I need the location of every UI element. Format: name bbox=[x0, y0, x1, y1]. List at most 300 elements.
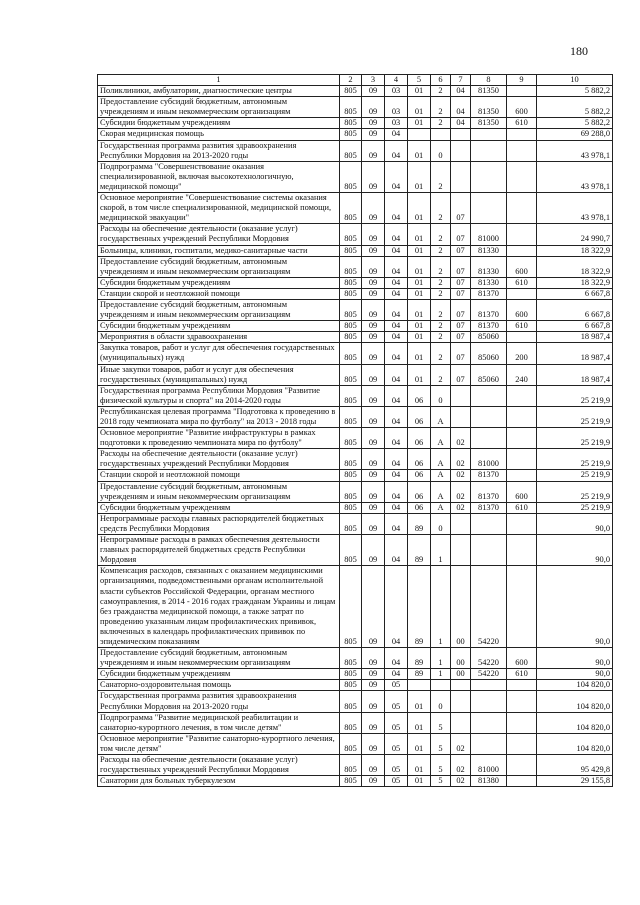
cell-subsection: 09 bbox=[362, 648, 385, 669]
cell-subsection: 09 bbox=[362, 277, 385, 288]
cell-direction bbox=[451, 385, 471, 406]
cell-expense-code bbox=[471, 691, 507, 712]
cell-name: Основное мероприятие "Развитие санаторно-курортного лечения, том числе детям" bbox=[98, 733, 340, 754]
cell-activity: А bbox=[431, 406, 451, 427]
cell-expense-type: 610 bbox=[507, 321, 537, 332]
cell-subprogram: 01 bbox=[408, 321, 431, 332]
cell-expense-type: 610 bbox=[507, 669, 537, 680]
cell-program: 04 bbox=[385, 129, 408, 140]
table-row bbox=[98, 256, 613, 277]
cell-program: 04 bbox=[385, 669, 408, 680]
cell-amount: 25 219,9 bbox=[537, 481, 613, 502]
cell-expense-code: 81370 bbox=[471, 481, 507, 502]
cell-expense-code: 85060 bbox=[471, 364, 507, 385]
cell-subsection: 09 bbox=[362, 118, 385, 129]
cell-subprogram: 01 bbox=[408, 277, 431, 288]
table-row bbox=[98, 321, 613, 332]
cell-section: 805 bbox=[340, 755, 362, 776]
cell-expense-code: 81330 bbox=[471, 277, 507, 288]
cell-name: Субсидии бюджетным учреждениям bbox=[98, 277, 340, 288]
cell-subsection: 09 bbox=[362, 288, 385, 299]
cell-amount: 29 155,8 bbox=[537, 776, 613, 787]
cell-expense-type bbox=[507, 406, 537, 427]
cell-name: Расходы на обеспечение деятельности (оказание услуг) государственных учреждений Республики Мордовия bbox=[98, 224, 340, 245]
cell-amount: 90,0 bbox=[537, 535, 613, 566]
cell-direction: 02 bbox=[451, 733, 471, 754]
cell-direction bbox=[451, 406, 471, 427]
cell-subsection: 09 bbox=[362, 712, 385, 733]
cell-program: 05 bbox=[385, 691, 408, 712]
cell-expense-type bbox=[507, 224, 537, 245]
cell-amount: 5 882,2 bbox=[537, 97, 613, 118]
cell-section: 805 bbox=[340, 193, 362, 224]
cell-direction: 07 bbox=[451, 343, 471, 364]
table-row bbox=[98, 691, 613, 712]
cell-name: Подпрограмма "Совершенствование оказания специализированной, включая высокотехнологичную, медицинской помощи" bbox=[98, 161, 340, 192]
cell-activity: 0 bbox=[431, 691, 451, 712]
cell-amount: 104 820,0 bbox=[537, 733, 613, 754]
cell-section: 805 bbox=[340, 277, 362, 288]
cell-amount: 104 820,0 bbox=[537, 680, 613, 691]
cell-amount: 24 990,7 bbox=[537, 224, 613, 245]
cell-direction: 04 bbox=[451, 86, 471, 97]
cell-amount: 18 322,9 bbox=[537, 245, 613, 256]
header-cell-2: 2 bbox=[340, 75, 362, 86]
cell-name: Государственная программа развития здравоохранения Республики Мордовия на 2013-2020 годы bbox=[98, 140, 340, 161]
cell-direction: 04 bbox=[451, 118, 471, 129]
cell-direction: 07 bbox=[451, 256, 471, 277]
cell-program: 04 bbox=[385, 513, 408, 534]
cell-program: 04 bbox=[385, 449, 408, 470]
cell-direction bbox=[451, 680, 471, 691]
cell-activity: 2 bbox=[431, 86, 451, 97]
cell-name: Поликлиники, амбулатории, диагностические центры bbox=[98, 86, 340, 97]
cell-activity bbox=[431, 129, 451, 140]
cell-section: 805 bbox=[340, 680, 362, 691]
cell-direction: 07 bbox=[451, 288, 471, 299]
table-row bbox=[98, 332, 613, 343]
cell-subsection: 09 bbox=[362, 406, 385, 427]
cell-subsection: 09 bbox=[362, 299, 385, 320]
cell-expense-type bbox=[507, 245, 537, 256]
cell-direction bbox=[451, 691, 471, 712]
cell-activity: 2 bbox=[431, 321, 451, 332]
cell-section: 805 bbox=[340, 343, 362, 364]
cell-amount: 69 288,0 bbox=[537, 129, 613, 140]
cell-section: 805 bbox=[340, 712, 362, 733]
cell-expense-code: 81370 bbox=[471, 470, 507, 481]
cell-program: 04 bbox=[385, 566, 408, 648]
cell-subprogram: 06 bbox=[408, 470, 431, 481]
cell-expense-code bbox=[471, 406, 507, 427]
header-cell-1: 1 bbox=[98, 75, 340, 86]
cell-activity: А bbox=[431, 502, 451, 513]
cell-program: 05 bbox=[385, 733, 408, 754]
cell-section: 805 bbox=[340, 86, 362, 97]
cell-program: 03 bbox=[385, 86, 408, 97]
cell-direction: 00 bbox=[451, 648, 471, 669]
cell-expense-type bbox=[507, 776, 537, 787]
cell-program: 04 bbox=[385, 332, 408, 343]
cell-subprogram: 01 bbox=[408, 691, 431, 712]
table-row bbox=[98, 481, 613, 502]
cell-program: 04 bbox=[385, 535, 408, 566]
cell-expense-type: 600 bbox=[507, 648, 537, 669]
cell-expense-type bbox=[507, 712, 537, 733]
cell-activity: 1 bbox=[431, 648, 451, 669]
cell-subsection: 09 bbox=[362, 755, 385, 776]
cell-expense-code: 81000 bbox=[471, 755, 507, 776]
cell-name: Закупка товаров, работ и услуг для обеспечения государственных (муниципальных) нужд bbox=[98, 343, 340, 364]
cell-expense-code bbox=[471, 535, 507, 566]
cell-name: Непрограммные расходы в рамках обеспечения деятельности главных распорядителей бюджетных средств Республики Мордовия bbox=[98, 535, 340, 566]
header-cell-7: 7 bbox=[451, 75, 471, 86]
cell-expense-code: 54220 bbox=[471, 566, 507, 648]
cell-program: 04 bbox=[385, 224, 408, 245]
cell-name: Государственная программа развития здравоохранения Республики Мордовия на 2013-2020 годы bbox=[98, 691, 340, 712]
cell-expense-type bbox=[507, 161, 537, 192]
cell-subprogram: 89 bbox=[408, 513, 431, 534]
cell-direction: 02 bbox=[451, 481, 471, 502]
cell-direction: 00 bbox=[451, 669, 471, 680]
table-row bbox=[98, 245, 613, 256]
cell-subsection: 09 bbox=[362, 428, 385, 449]
cell-activity: 2 bbox=[431, 245, 451, 256]
table-row bbox=[98, 712, 613, 733]
cell-expense-type: 600 bbox=[507, 97, 537, 118]
cell-name: Основное мероприятие "Совершенствование системы оказания скорой, в том числе специализированной, медицинской помощи, медицинской эвакуации" bbox=[98, 193, 340, 224]
cell-expense-code bbox=[471, 680, 507, 691]
cell-subsection: 09 bbox=[362, 343, 385, 364]
cell-direction bbox=[451, 140, 471, 161]
cell-expense-code bbox=[471, 385, 507, 406]
cell-section: 805 bbox=[340, 648, 362, 669]
cell-amount: 18 987,4 bbox=[537, 332, 613, 343]
header-cell-3: 3 bbox=[362, 75, 385, 86]
cell-program: 04 bbox=[385, 385, 408, 406]
cell-direction bbox=[451, 161, 471, 192]
cell-section: 805 bbox=[340, 481, 362, 502]
cell-program: 04 bbox=[385, 193, 408, 224]
cell-direction: 04 bbox=[451, 97, 471, 118]
cell-amount: 104 820,0 bbox=[537, 712, 613, 733]
cell-amount: 43 978,1 bbox=[537, 140, 613, 161]
cell-amount: 25 219,9 bbox=[537, 470, 613, 481]
cell-section: 805 bbox=[340, 385, 362, 406]
cell-section: 805 bbox=[340, 470, 362, 481]
cell-program: 03 bbox=[385, 97, 408, 118]
cell-program: 05 bbox=[385, 755, 408, 776]
cell-direction bbox=[451, 535, 471, 566]
cell-name: Станции скорой и неотложной помощи bbox=[98, 470, 340, 481]
cell-expense-type bbox=[507, 428, 537, 449]
table-row bbox=[98, 535, 613, 566]
cell-program: 04 bbox=[385, 161, 408, 192]
table-row bbox=[98, 224, 613, 245]
cell-program: 04 bbox=[385, 277, 408, 288]
header-cell-9: 9 bbox=[507, 75, 537, 86]
cell-section: 805 bbox=[340, 776, 362, 787]
table-row bbox=[98, 648, 613, 669]
cell-expense-code bbox=[471, 161, 507, 192]
cell-expense-type bbox=[507, 513, 537, 534]
cell-expense-type bbox=[507, 680, 537, 691]
cell-activity: 2 bbox=[431, 343, 451, 364]
cell-subprogram: 01 bbox=[408, 288, 431, 299]
cell-amount: 6 667,8 bbox=[537, 299, 613, 320]
cell-program: 04 bbox=[385, 256, 408, 277]
cell-amount: 43 978,1 bbox=[537, 193, 613, 224]
cell-expense-code: 81330 bbox=[471, 256, 507, 277]
cell-subsection: 09 bbox=[362, 733, 385, 754]
cell-expense-type: 610 bbox=[507, 118, 537, 129]
table-row bbox=[98, 385, 613, 406]
cell-expense-code: 81380 bbox=[471, 776, 507, 787]
cell-section: 805 bbox=[340, 288, 362, 299]
cell-subprogram: 01 bbox=[408, 332, 431, 343]
cell-amount: 25 219,9 bbox=[537, 406, 613, 427]
cell-subprogram: 01 bbox=[408, 755, 431, 776]
cell-subprogram: 06 bbox=[408, 449, 431, 470]
cell-subprogram: 01 bbox=[408, 343, 431, 364]
table-row bbox=[98, 680, 613, 691]
cell-section: 805 bbox=[340, 245, 362, 256]
cell-amount: 104 820,0 bbox=[537, 691, 613, 712]
cell-direction bbox=[451, 712, 471, 733]
cell-name: Субсидии бюджетным учреждениям bbox=[98, 502, 340, 513]
cell-name: Основное мероприятие "Развитие инфраструктуры в рамках подготовки к проведению чемпионата мира по футболу" bbox=[98, 428, 340, 449]
cell-amount: 5 882,2 bbox=[537, 118, 613, 129]
cell-expense-type: 610 bbox=[507, 277, 537, 288]
cell-subsection: 09 bbox=[362, 385, 385, 406]
cell-name: Предоставление субсидий бюджетным, автономным учреждениям и иным некоммерческим организациям bbox=[98, 299, 340, 320]
cell-amount: 43 978,1 bbox=[537, 161, 613, 192]
cell-name: Предоставление субсидий бюджетным, автономным учреждениям и иным некоммерческим организациям bbox=[98, 97, 340, 118]
cell-name: Иные закупки товаров, работ и услуг для обеспечения государственных (муниципальных) нужд bbox=[98, 364, 340, 385]
cell-subsection: 09 bbox=[362, 321, 385, 332]
table-row bbox=[98, 129, 613, 140]
table-row bbox=[98, 161, 613, 192]
cell-expense-type: 600 bbox=[507, 256, 537, 277]
cell-activity: 5 bbox=[431, 755, 451, 776]
cell-activity: 2 bbox=[431, 193, 451, 224]
cell-program: 05 bbox=[385, 680, 408, 691]
cell-subprogram: 01 bbox=[408, 86, 431, 97]
cell-subprogram: 06 bbox=[408, 428, 431, 449]
cell-activity: А bbox=[431, 428, 451, 449]
cell-name: Субсидии бюджетным учреждениям bbox=[98, 669, 340, 680]
cell-expense-type bbox=[507, 288, 537, 299]
cell-subsection: 09 bbox=[362, 129, 385, 140]
cell-subsection: 09 bbox=[362, 364, 385, 385]
cell-section: 805 bbox=[340, 299, 362, 320]
cell-section: 805 bbox=[340, 129, 362, 140]
cell-name: Непрограммные расходы главных распорядителей бюджетных средств Республики Мордовия bbox=[98, 513, 340, 534]
cell-direction bbox=[451, 513, 471, 534]
cell-direction: 07 bbox=[451, 321, 471, 332]
cell-section: 805 bbox=[340, 406, 362, 427]
header-cell-10: 10 bbox=[537, 75, 613, 86]
cell-subsection: 09 bbox=[362, 256, 385, 277]
cell-subsection: 09 bbox=[362, 535, 385, 566]
cell-program: 04 bbox=[385, 502, 408, 513]
cell-subsection: 09 bbox=[362, 776, 385, 787]
cell-subprogram: 01 bbox=[408, 97, 431, 118]
cell-expense-type bbox=[507, 535, 537, 566]
cell-expense-code bbox=[471, 712, 507, 733]
cell-program: 04 bbox=[385, 140, 408, 161]
cell-subprogram: 01 bbox=[408, 733, 431, 754]
cell-expense-type: 600 bbox=[507, 481, 537, 502]
table-row bbox=[98, 299, 613, 320]
cell-section: 805 bbox=[340, 321, 362, 332]
cell-name: Субсидии бюджетным учреждениям bbox=[98, 321, 340, 332]
cell-expense-code: 81370 bbox=[471, 299, 507, 320]
cell-program: 04 bbox=[385, 428, 408, 449]
table-row bbox=[98, 86, 613, 97]
cell-expense-code bbox=[471, 513, 507, 534]
cell-subprogram: 06 bbox=[408, 481, 431, 502]
cell-expense-type bbox=[507, 566, 537, 648]
cell-subsection: 09 bbox=[362, 224, 385, 245]
cell-name: Компенсация расходов, связанных с оказанием медицинскими организациями, подведомственными органам исполнительной власти субъектов Российской Федерации, органам местного самоуправления, в 2014 - 2016 годах гражданам Украины и лицам без гражданства медицинской помощи, а также затрат по проведению указанным лицам профилактических прививок, включенных в календарь профилактических прививок по эпидемическим показаниям bbox=[98, 566, 340, 648]
table-row bbox=[98, 364, 613, 385]
cell-activity: 2 bbox=[431, 224, 451, 245]
cell-subprogram: 06 bbox=[408, 502, 431, 513]
cell-amount: 6 667,8 bbox=[537, 288, 613, 299]
cell-subsection: 09 bbox=[362, 680, 385, 691]
cell-subsection: 09 bbox=[362, 332, 385, 343]
cell-name: Санаторно-оздоровительная помощь bbox=[98, 680, 340, 691]
cell-program: 04 bbox=[385, 406, 408, 427]
cell-activity: 1 bbox=[431, 669, 451, 680]
cell-expense-type bbox=[507, 691, 537, 712]
table-row bbox=[98, 566, 613, 648]
cell-section: 805 bbox=[340, 733, 362, 754]
cell-program: 04 bbox=[385, 364, 408, 385]
cell-subsection: 09 bbox=[362, 161, 385, 192]
cell-subprogram bbox=[408, 129, 431, 140]
cell-activity: 2 bbox=[431, 299, 451, 320]
cell-name: Больницы, клиники, госпитали, медико-санитарные части bbox=[98, 245, 340, 256]
cell-name: Станции скорой и неотложной помощи bbox=[98, 288, 340, 299]
cell-program: 04 bbox=[385, 648, 408, 669]
cell-subprogram: 01 bbox=[408, 245, 431, 256]
cell-expense-type: 600 bbox=[507, 299, 537, 320]
cell-direction: 07 bbox=[451, 193, 471, 224]
cell-subprogram: 01 bbox=[408, 256, 431, 277]
cell-amount: 90,0 bbox=[537, 669, 613, 680]
cell-activity: 2 bbox=[431, 97, 451, 118]
cell-subprogram: 01 bbox=[408, 140, 431, 161]
cell-activity: 2 bbox=[431, 277, 451, 288]
cell-activity: А bbox=[431, 470, 451, 481]
cell-subprogram: 01 bbox=[408, 364, 431, 385]
cell-activity: А bbox=[431, 449, 451, 470]
cell-name: Мероприятия в области здравоохранения bbox=[98, 332, 340, 343]
table-row bbox=[98, 97, 613, 118]
cell-subprogram: 89 bbox=[408, 669, 431, 680]
cell-amount: 18 322,9 bbox=[537, 277, 613, 288]
cell-activity: 1 bbox=[431, 535, 451, 566]
cell-direction: 02 bbox=[451, 470, 471, 481]
cell-subprogram bbox=[408, 680, 431, 691]
table-row bbox=[98, 118, 613, 129]
cell-direction bbox=[451, 129, 471, 140]
cell-activity: 2 bbox=[431, 332, 451, 343]
cell-activity: 2 bbox=[431, 118, 451, 129]
cell-section: 805 bbox=[340, 118, 362, 129]
cell-amount: 18 987,4 bbox=[537, 364, 613, 385]
cell-expense-code bbox=[471, 140, 507, 161]
cell-subprogram: 01 bbox=[408, 776, 431, 787]
cell-subprogram: 01 bbox=[408, 161, 431, 192]
cell-amount: 25 219,9 bbox=[537, 385, 613, 406]
cell-section: 805 bbox=[340, 256, 362, 277]
cell-expense-code: 81000 bbox=[471, 224, 507, 245]
cell-name: Республиканская целевая программа "Подготовка к проведению в 2018 году чемпионата мира по футболу" на 2013 - 2018 годы bbox=[98, 406, 340, 427]
cell-activity: 2 bbox=[431, 364, 451, 385]
budget-table bbox=[97, 74, 613, 787]
table-row bbox=[98, 733, 613, 754]
cell-expense-code bbox=[471, 428, 507, 449]
cell-expense-code: 81370 bbox=[471, 502, 507, 513]
cell-activity: 0 bbox=[431, 513, 451, 534]
cell-expense-code: 81370 bbox=[471, 321, 507, 332]
header-row bbox=[98, 75, 613, 86]
cell-subprogram: 01 bbox=[408, 224, 431, 245]
cell-activity: 0 bbox=[431, 140, 451, 161]
header-cell-8: 8 bbox=[471, 75, 507, 86]
cell-section: 805 bbox=[340, 97, 362, 118]
cell-name: Санатории для больных туберкулезом bbox=[98, 776, 340, 787]
cell-direction: 00 bbox=[451, 566, 471, 648]
cell-subprogram: 06 bbox=[408, 385, 431, 406]
cell-subprogram: 01 bbox=[408, 193, 431, 224]
cell-program: 04 bbox=[385, 299, 408, 320]
table-body bbox=[98, 86, 613, 787]
cell-expense-type: 610 bbox=[507, 502, 537, 513]
cell-section: 805 bbox=[340, 669, 362, 680]
table-row bbox=[98, 343, 613, 364]
cell-expense-type bbox=[507, 470, 537, 481]
cell-direction: 07 bbox=[451, 224, 471, 245]
table-row bbox=[98, 449, 613, 470]
cell-expense-code: 85060 bbox=[471, 343, 507, 364]
cell-subsection: 09 bbox=[362, 691, 385, 712]
cell-expense-code bbox=[471, 193, 507, 224]
cell-subsection: 09 bbox=[362, 502, 385, 513]
cell-expense-type bbox=[507, 332, 537, 343]
cell-expense-type: 200 bbox=[507, 343, 537, 364]
cell-section: 805 bbox=[340, 224, 362, 245]
cell-section: 805 bbox=[340, 691, 362, 712]
cell-subsection: 09 bbox=[362, 97, 385, 118]
cell-expense-code: 81330 bbox=[471, 245, 507, 256]
cell-subsection: 09 bbox=[362, 449, 385, 470]
cell-name: Скорая медицинская помощь bbox=[98, 129, 340, 140]
cell-amount: 6 667,8 bbox=[537, 321, 613, 332]
cell-section: 805 bbox=[340, 332, 362, 343]
cell-activity: 2 bbox=[431, 161, 451, 192]
table-row bbox=[98, 288, 613, 299]
cell-activity: 5 bbox=[431, 733, 451, 754]
cell-subprogram: 01 bbox=[408, 299, 431, 320]
cell-activity: 1 bbox=[431, 566, 451, 648]
cell-section: 805 bbox=[340, 535, 362, 566]
header-cell-4: 4 bbox=[385, 75, 408, 86]
cell-amount: 95 429,8 bbox=[537, 755, 613, 776]
